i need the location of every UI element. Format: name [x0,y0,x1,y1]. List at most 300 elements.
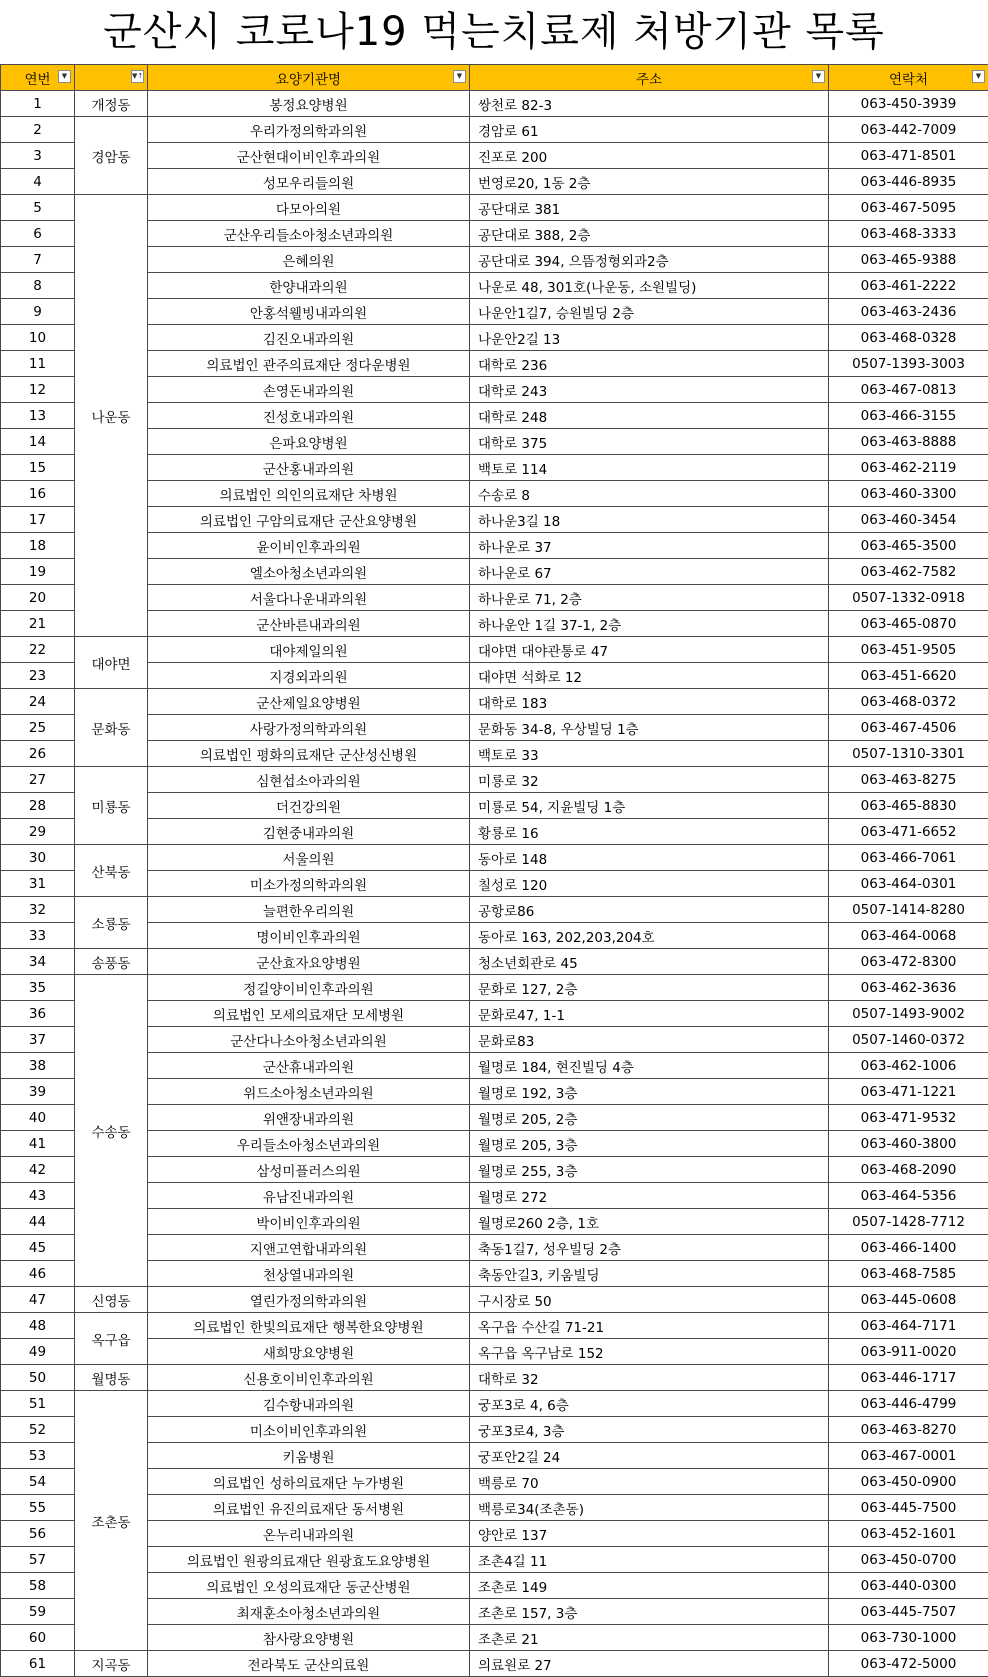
cell-name[interactable]: 군산바른내과의원 [148,611,470,637]
cell-address[interactable]: 하나운로 71, 2층 [470,585,829,611]
filter-dropdown-icon[interactable]: ▼ [58,70,71,83]
cell-address[interactable]: 공단대로 388, 2층 [470,221,829,247]
cell-name[interactable]: 유남진내과의원 [148,1183,470,1209]
cell-no[interactable]: 3 [1,143,75,169]
cell-phone[interactable]: 063-442-7009 [829,117,988,143]
cell-name[interactable]: 더건강의원 [148,793,470,819]
cell-phone[interactable]: 063-468-7585 [829,1261,988,1287]
cell-address[interactable]: 공단대로 381 [470,195,829,221]
cell-name[interactable]: 의료법인 한빛의료재단 행복한요양병원 [148,1313,470,1339]
cell-no[interactable]: 5 [1,195,75,221]
cell-phone[interactable]: 063-460-3300 [829,481,988,507]
cell-phone[interactable]: 063-467-4506 [829,715,988,741]
cell-name[interactable]: 의료법인 구암의료재단 군산요양병원 [148,507,470,533]
cell-no[interactable]: 41 [1,1131,75,1157]
cell-name[interactable]: 열린가정의학과의원 [148,1287,470,1313]
table-row [1,949,988,975]
table-row [1,1027,988,1053]
table-row [1,845,988,871]
page-title: 군산시 코로나19 먹는치료제 처방기관 목록 [103,9,885,55]
cell-name[interactable]: 엘소아청소년과의원 [148,559,470,585]
cell-name[interactable]: 온누리내과의원 [148,1521,470,1547]
cell-no[interactable]: 19 [1,559,75,585]
cell-no[interactable]: 32 [1,897,75,923]
cell-name[interactable]: 군산효자요양병원 [148,949,470,975]
cell-no[interactable]: 53 [1,1443,75,1469]
cell-no[interactable]: 6 [1,221,75,247]
cell-name[interactable]: 미소이비인후과의원 [148,1417,470,1443]
cell-address[interactable]: 월명로260 2층, 1호 [470,1209,829,1235]
cell-address[interactable]: 공항로86 [470,897,829,923]
cell-phone[interactable]: 063-464-0068 [829,923,988,949]
cell-phone[interactable]: 063-467-0001 [829,1443,988,1469]
cell-address[interactable]: 동아로 148 [470,845,829,871]
cell-name[interactable]: 군산제일요양병원 [148,689,470,715]
cell-address[interactable]: 구시장로 50 [470,1287,829,1313]
cell-name[interactable]: 봉정요양병원 [148,91,470,117]
header-address-label: 주소 [635,71,663,88]
cell-address[interactable]: 옥구읍 수산길 71-21 [470,1313,829,1339]
table-row [1,871,988,897]
cell-phone[interactable]: 063-465-8830 [829,793,988,819]
cell-address[interactable]: 궁포3로 4, 6층 [470,1391,829,1417]
cell-phone[interactable]: 0507-1332-0918 [829,585,988,611]
cell-address[interactable]: 옥구읍 옥구남로 152 [470,1339,829,1365]
cell-phone[interactable]: 0507-1393-3003 [829,351,988,377]
cell-no[interactable]: 52 [1,1417,75,1443]
cell-dong[interactable]: 신영동 [75,1287,148,1313]
cell-phone[interactable]: 063-445-0608 [829,1287,988,1313]
cell-dong[interactable]: 지곡동 [75,1651,148,1677]
cell-no[interactable]: 55 [1,1495,75,1521]
cell-name[interactable]: 성모우리들의원 [148,169,470,195]
cell-name[interactable]: 의료법인 성하의료재단 누가병원 [148,1469,470,1495]
cell-phone[interactable]: 063-461-2222 [829,273,988,299]
cell-dong[interactable]: 조촌동 [75,1391,148,1651]
cell-no[interactable]: 36 [1,1001,75,1027]
cell-no[interactable]: 31 [1,871,75,897]
cell-name[interactable]: 천상열내과의원 [148,1261,470,1287]
cell-no[interactable]: 56 [1,1521,75,1547]
cell-address[interactable]: 문화로83 [470,1027,829,1053]
table-row [1,195,988,221]
cell-phone[interactable]: 063-445-7500 [829,1495,988,1521]
cell-no[interactable]: 9 [1,299,75,325]
cell-name[interactable]: 위앤장내과의원 [148,1105,470,1131]
table-row [1,143,988,169]
cell-address[interactable]: 황룡로 16 [470,819,829,845]
cell-name[interactable]: 의료법인 원광의료재단 원광효도요양병원 [148,1547,470,1573]
cell-address[interactable]: 수송로 8 [470,481,829,507]
cell-no[interactable]: 48 [1,1313,75,1339]
cell-address[interactable]: 대야면 대야관통로 47 [470,637,829,663]
cell-phone[interactable]: 063-463-8270 [829,1417,988,1443]
table-row [1,299,988,325]
cell-phone[interactable]: 063-451-6620 [829,663,988,689]
cell-dong[interactable]: 옥구읍 [75,1313,148,1365]
cell-no[interactable]: 37 [1,1027,75,1053]
cell-address[interactable]: 축동안길3, 키움빌딩 [470,1261,829,1287]
cell-address[interactable]: 조촌로 21 [470,1625,829,1651]
cell-no[interactable]: 54 [1,1469,75,1495]
cell-name[interactable]: 신용호이비인후과의원 [148,1365,470,1391]
cell-no[interactable]: 59 [1,1599,75,1625]
cell-address[interactable]: 대학로 236 [470,351,829,377]
cell-no[interactable]: 15 [1,455,75,481]
cell-phone[interactable]: 063-460-3800 [829,1131,988,1157]
cell-phone[interactable]: 063-450-0700 [829,1547,988,1573]
cell-address[interactable]: 월명로 255, 3층 [470,1157,829,1183]
table-row [1,663,988,689]
cell-phone[interactable]: 063-468-0328 [829,325,988,351]
table-row [1,715,988,741]
cell-phone[interactable]: 063-451-9505 [829,637,988,663]
cell-phone[interactable]: 063-466-3155 [829,403,988,429]
cell-dong[interactable]: 월명동 [75,1365,148,1391]
cell-phone[interactable]: 063-460-3454 [829,507,988,533]
cell-no[interactable]: 50 [1,1365,75,1391]
cell-phone[interactable]: 063-468-0372 [829,689,988,715]
cell-name[interactable]: 늘편한우리의원 [148,897,470,923]
cell-address[interactable]: 문화로 127, 2층 [470,975,829,1001]
cell-dong[interactable]: 문화동 [75,689,148,767]
cell-address[interactable]: 대학로 243 [470,377,829,403]
cell-no[interactable]: 8 [1,273,75,299]
cell-phone[interactable]: 063-465-0870 [829,611,988,637]
cell-address[interactable]: 대학로 32 [470,1365,829,1391]
cell-address[interactable]: 궁포3로4, 3층 [470,1417,829,1443]
cell-address[interactable]: 월명로 205, 3층 [470,1131,829,1157]
table-row [1,481,988,507]
table-row [1,793,988,819]
cell-address[interactable]: 월명로 184, 현진빌딩 4층 [470,1053,829,1079]
cell-address[interactable]: 문화로47, 1-1 [470,1001,829,1027]
cell-name[interactable]: 윤이비인후과의원 [148,533,470,559]
cell-phone[interactable]: 0507-1310-3301 [829,741,988,767]
cell-name[interactable]: 은파요양병원 [148,429,470,455]
cell-phone[interactable]: 063-446-8935 [829,169,988,195]
cell-phone[interactable]: 063-466-1400 [829,1235,988,1261]
cell-address[interactable]: 칠성로 120 [470,871,829,897]
cell-no[interactable]: 38 [1,1053,75,1079]
cell-name[interactable]: 의료법인 관주의료재단 정다운병원 [148,351,470,377]
cell-address[interactable]: 하나운로 37 [470,533,829,559]
cell-no[interactable]: 21 [1,611,75,637]
cell-dong[interactable]: 개정동 [75,91,148,117]
cell-no[interactable]: 1 [1,91,75,117]
cell-dong[interactable]: 소룡동 [75,897,148,949]
filter-dropdown-icon[interactable]: ▼ [812,70,825,83]
cell-phone[interactable]: 063-468-2090 [829,1157,988,1183]
cell-name[interactable]: 최재훈소아청소년과의원 [148,1599,470,1625]
cell-no[interactable]: 24 [1,689,75,715]
cell-phone[interactable]: 063-730-1000 [829,1625,988,1651]
cell-phone[interactable]: 063-471-1221 [829,1079,988,1105]
cell-no[interactable]: 43 [1,1183,75,1209]
cell-name[interactable]: 군산홍내과의원 [148,455,470,481]
cell-no[interactable]: 27 [1,767,75,793]
cell-name[interactable]: 의료법인 유진의료재단 동서병원 [148,1495,470,1521]
table-row [1,1599,988,1625]
cell-no[interactable]: 14 [1,429,75,455]
table-row [1,767,988,793]
cell-address[interactable]: 대야면 석화로 12 [470,663,829,689]
table-row [1,689,988,715]
cell-address[interactable]: 나운로 48, 301호(나운동, 소원빌딩) [470,273,829,299]
cell-phone[interactable]: 0507-1493-9002 [829,1001,988,1027]
table-row [1,1079,988,1105]
cell-phone[interactable]: 063-445-7507 [829,1599,988,1625]
cell-phone[interactable]: 063-446-4799 [829,1391,988,1417]
cell-phone[interactable]: 063-471-6652 [829,819,988,845]
cell-dong[interactable]: 미룡동 [75,767,148,845]
cell-name[interactable]: 사랑가정의학과의원 [148,715,470,741]
cell-no[interactable]: 58 [1,1573,75,1599]
cell-phone[interactable]: 063-911-0020 [829,1339,988,1365]
cell-phone[interactable]: 063-462-3636 [829,975,988,1001]
cell-no[interactable]: 61 [1,1651,75,1677]
cell-address[interactable]: 백릉로 70 [470,1469,829,1495]
table-row [1,273,988,299]
filter-dropdown-icon[interactable]: ▼ [972,70,985,83]
cell-phone[interactable]: 0507-1460-0372 [829,1027,988,1053]
cell-name[interactable]: 명이비인후과의원 [148,923,470,949]
cell-address[interactable]: 동아로 163, 202,203,204호 [470,923,829,949]
cell-address[interactable]: 진포로 200 [470,143,829,169]
cell-name[interactable]: 우리들소아청소년과의원 [148,1131,470,1157]
cell-address[interactable]: 백릉로34(조촌동) [470,1495,829,1521]
cell-no[interactable]: 39 [1,1079,75,1105]
cell-address[interactable]: 대학로 183 [470,689,829,715]
cell-no[interactable]: 29 [1,819,75,845]
cell-phone[interactable]: 063-464-0301 [829,871,988,897]
filter-dropdown-icon[interactable]: ▼ [453,70,466,83]
cell-address[interactable]: 경암로 61 [470,117,829,143]
cell-name[interactable]: 위드소아청소년과의원 [148,1079,470,1105]
cell-no[interactable]: 30 [1,845,75,871]
table-row [1,559,988,585]
cell-no[interactable]: 22 [1,637,75,663]
cell-address[interactable]: 문화동 34-8, 우상빌딩 1층 [470,715,829,741]
cell-address[interactable]: 하나운로 67 [470,559,829,585]
cell-no[interactable]: 4 [1,169,75,195]
header-phone [829,65,988,91]
table-row [1,1235,988,1261]
cell-address[interactable]: 미룡로 54, 지윤빌딩 1층 [470,793,829,819]
cell-no[interactable]: 46 [1,1261,75,1287]
cell-name[interactable]: 의료법인 의인의료재단 차병원 [148,481,470,507]
cell-name[interactable]: 박이비인후과의원 [148,1209,470,1235]
cell-no[interactable]: 13 [1,403,75,429]
table-row [1,1495,988,1521]
cell-address[interactable]: 공단대로 394, 으뜸정형외과2층 [470,247,829,273]
cell-name[interactable]: 김현중내과의원 [148,819,470,845]
cell-no[interactable]: 33 [1,923,75,949]
table-row [1,1209,988,1235]
cell-address[interactable]: 하나운3길 18 [470,507,829,533]
cell-name[interactable]: 군산현대이비인후과의원 [148,143,470,169]
cell-no[interactable]: 10 [1,325,75,351]
table-row [1,1469,988,1495]
cell-no[interactable]: 34 [1,949,75,975]
table-row [1,507,988,533]
cell-name[interactable]: 진성호내과의원 [148,403,470,429]
cell-name[interactable]: 정길양이비인후과의원 [148,975,470,1001]
cell-no[interactable]: 11 [1,351,75,377]
header-no [1,65,75,91]
cell-no[interactable]: 28 [1,793,75,819]
cell-phone[interactable]: 063-472-5000 [829,1651,988,1677]
cell-no[interactable]: 23 [1,663,75,689]
cell-no[interactable]: 20 [1,585,75,611]
cell-phone[interactable]: 063-467-5095 [829,195,988,221]
cell-phone[interactable]: 0507-1428-7712 [829,1209,988,1235]
cell-name[interactable]: 김진오내과의원 [148,325,470,351]
cell-no[interactable]: 16 [1,481,75,507]
cell-no[interactable]: 57 [1,1547,75,1573]
cell-no[interactable]: 47 [1,1287,75,1313]
cell-phone[interactable]: 063-440-0300 [829,1573,988,1599]
cell-address[interactable]: 대학로 375 [470,429,829,455]
cell-address[interactable]: 축동1길7, 성우빌딩 2층 [470,1235,829,1261]
cell-name[interactable]: 안홍석웰빙내과의원 [148,299,470,325]
cell-address[interactable]: 나운안1길7, 승원빌딩 2층 [470,299,829,325]
cell-no[interactable]: 12 [1,377,75,403]
cell-phone[interactable]: 063-471-9532 [829,1105,988,1131]
cell-phone[interactable]: 063-468-3333 [829,221,988,247]
cell-phone[interactable]: 063-472-8300 [829,949,988,975]
cell-address[interactable]: 의료원로 27 [470,1651,829,1677]
cell-address[interactable]: 양안로 137 [470,1521,829,1547]
table-row [1,975,988,1001]
table-row [1,1001,988,1027]
cell-name[interactable]: 우리가정의학과의원 [148,117,470,143]
cell-address[interactable]: 조촌로 149 [470,1573,829,1599]
cell-name[interactable]: 한양내과의원 [148,273,470,299]
cell-name[interactable]: 의료법인 평화의료재단 군산성신병원 [148,741,470,767]
cell-name[interactable]: 서울의원 [148,845,470,871]
cell-name[interactable]: 군산휴내과의원 [148,1053,470,1079]
cell-dong[interactable]: 대야면 [75,637,148,689]
cell-no[interactable]: 25 [1,715,75,741]
cell-dong[interactable]: 산북동 [75,845,148,897]
cell-address[interactable]: 청소년회관로 45 [470,949,829,975]
cell-dong[interactable]: 송풍동 [75,949,148,975]
cell-phone[interactable]: 063-462-2119 [829,455,988,481]
cell-phone[interactable]: 063-466-7061 [829,845,988,871]
cell-name[interactable]: 군산우리들소아청소년과의원 [148,221,470,247]
cell-name[interactable]: 손영돈내과의원 [148,377,470,403]
cell-address[interactable]: 미룡로 32 [470,767,829,793]
table-row [1,819,988,845]
cell-name[interactable]: 지경외과의원 [148,663,470,689]
cell-address[interactable]: 궁포안2길 24 [470,1443,829,1469]
cell-address[interactable]: 하나운안 1길 37-1, 2층 [470,611,829,637]
cell-name[interactable]: 서울다나운내과의원 [148,585,470,611]
cell-address[interactable]: 나운안2길 13 [470,325,829,351]
cell-phone[interactable]: 063-462-7582 [829,559,988,585]
cell-phone[interactable]: 063-463-8275 [829,767,988,793]
cell-dong[interactable]: 수송동 [75,975,148,1287]
cell-phone[interactable]: 063-467-0813 [829,377,988,403]
cell-address[interactable]: 조촌4길 11 [470,1547,829,1573]
cell-phone[interactable]: 0507-1414-8280 [829,897,988,923]
cell-address[interactable]: 쌍천로 82-3 [470,91,829,117]
cell-phone[interactable]: 063-465-3500 [829,533,988,559]
table-row [1,1417,988,1443]
cell-phone[interactable]: 063-462-1006 [829,1053,988,1079]
cell-name[interactable]: 미소가정의학과의원 [148,871,470,897]
cell-no[interactable]: 44 [1,1209,75,1235]
cell-phone[interactable]: 063-471-8501 [829,143,988,169]
cell-dong[interactable]: 경암동 [75,117,148,195]
cell-address[interactable]: 번영로20, 1동 2층 [470,169,829,195]
cell-address[interactable]: 조촌로 157, 3층 [470,1599,829,1625]
cell-name[interactable]: 은혜의원 [148,247,470,273]
cell-phone[interactable]: 063-463-2436 [829,299,988,325]
cell-name[interactable]: 새희망요양병원 [148,1339,470,1365]
cell-no[interactable]: 26 [1,741,75,767]
cell-name[interactable]: 의료법인 오성의료재단 동군산병원 [148,1573,470,1599]
cell-name[interactable]: 다모아의원 [148,195,470,221]
cell-name[interactable]: 대야제일의원 [148,637,470,663]
cell-address[interactable]: 대학로 248 [470,403,829,429]
table-row [1,1183,988,1209]
cell-no[interactable]: 2 [1,117,75,143]
cell-address[interactable]: 백토로 33 [470,741,829,767]
cell-phone[interactable]: 063-450-0900 [829,1469,988,1495]
cell-address[interactable]: 월명로 192, 3층 [470,1079,829,1105]
cell-address[interactable]: 월명로 205, 2층 [470,1105,829,1131]
cell-no[interactable]: 51 [1,1391,75,1417]
table-row [1,403,988,429]
cell-phone[interactable]: 063-464-5356 [829,1183,988,1209]
cell-phone[interactable]: 063-464-7171 [829,1313,988,1339]
sort-ascending-icon[interactable]: ▼↑ [131,70,144,83]
cell-name[interactable]: 전라북도 군산의료원 [148,1651,470,1677]
cell-no[interactable]: 35 [1,975,75,1001]
table-row [1,455,988,481]
cell-no[interactable]: 17 [1,507,75,533]
cell-no[interactable]: 60 [1,1625,75,1651]
cell-no[interactable]: 42 [1,1157,75,1183]
cell-address[interactable]: 백토로 114 [470,455,829,481]
cell-name[interactable]: 키움병원 [148,1443,470,1469]
cell-phone[interactable]: 063-463-8888 [829,429,988,455]
cell-name[interactable]: 군산다나소아청소년과의원 [148,1027,470,1053]
cell-name[interactable]: 삼성미플러스의원 [148,1157,470,1183]
cell-phone[interactable]: 063-452-1601 [829,1521,988,1547]
table-row [1,351,988,377]
cell-no[interactable]: 45 [1,1235,75,1261]
cell-name[interactable]: 참사랑요양병원 [148,1625,470,1651]
cell-phone[interactable]: 063-465-9388 [829,247,988,273]
cell-name[interactable]: 의료법인 모세의료재단 모세병원 [148,1001,470,1027]
table-row [1,1261,988,1287]
cell-phone[interactable]: 063-446-1717 [829,1365,988,1391]
cell-no[interactable]: 7 [1,247,75,273]
cell-name[interactable]: 심현섭소아과의원 [148,767,470,793]
cell-no[interactable]: 18 [1,533,75,559]
cell-name[interactable]: 김수항내과의원 [148,1391,470,1417]
table-row [1,1339,988,1365]
cell-address[interactable]: 월명로 272 [470,1183,829,1209]
cell-dong[interactable]: 나운동 [75,195,148,637]
cell-no[interactable]: 40 [1,1105,75,1131]
cell-name[interactable]: 지앤고연합내과의원 [148,1235,470,1261]
cell-no[interactable]: 49 [1,1339,75,1365]
cell-phone[interactable]: 063-450-3939 [829,91,988,117]
